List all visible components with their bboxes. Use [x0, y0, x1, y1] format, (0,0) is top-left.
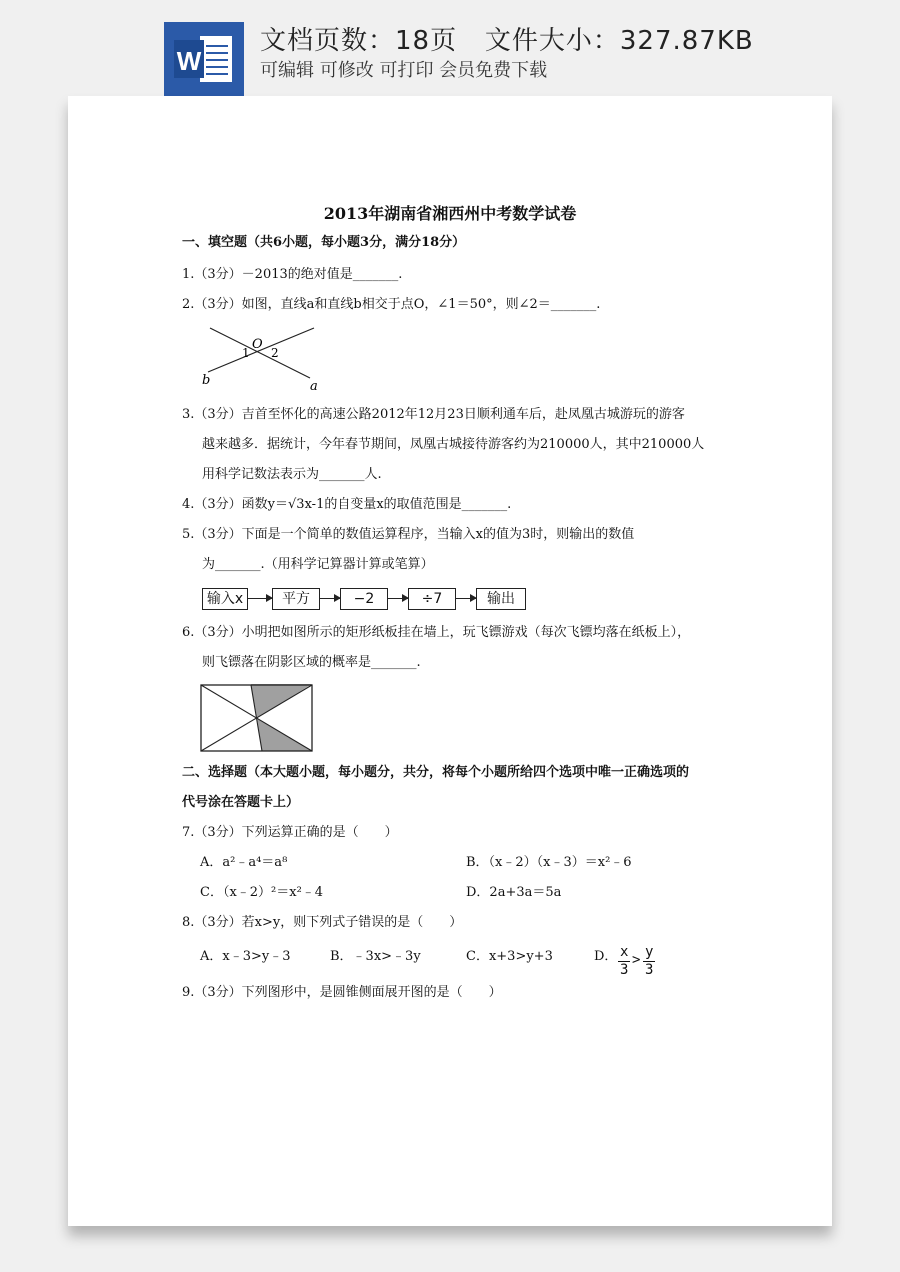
question-6-line-1: 6.（3分）小明把如图所示的矩形纸板挂在墙上，玩飞镖游戏（每次飞镖均落在纸板上），	[182, 625, 691, 640]
question-8-option-b: B．﹣3x>﹣3y	[330, 949, 421, 964]
question-7: 7.（3分）下列运算正确的是（ ）	[182, 825, 398, 840]
question-8-option-c: C．x+3>y+3	[466, 949, 553, 964]
question-7-option-c: C．（x﹣2）²＝x²﹣4	[200, 885, 324, 900]
flow-input-box: 输入x	[202, 588, 248, 610]
label-angle-1: 1	[242, 346, 250, 360]
question-6-line-2: 则飞镖落在阴影区域的概率是_______.	[202, 655, 421, 670]
label-o: O	[252, 337, 263, 352]
section-heading-choice-line-2: 代号涂在答题卡上）	[182, 795, 300, 810]
document-page	[68, 96, 832, 1226]
flow-output-box: 输出	[476, 588, 526, 610]
header-title: 文档页数：18页 文件大小：327.87KB	[260, 26, 754, 56]
word-document-icon	[164, 22, 244, 96]
label-line-b: b	[202, 373, 211, 388]
fraction-denominator-3: 3	[620, 962, 629, 978]
question-8-option-d-prefix: D．	[594, 949, 618, 964]
question-8-option-d-fraction	[618, 944, 658, 978]
fraction-denominator-3: 3	[645, 962, 654, 978]
label-line-a: a	[310, 379, 318, 392]
flow-arrow	[456, 598, 476, 599]
fraction-numerator-y: y	[645, 944, 654, 960]
flow-arrow	[248, 598, 272, 599]
question-7-option-b: B．（x﹣2）（x﹣3）＝x²﹣6	[466, 855, 632, 870]
question-2: 2.（3分）如图，直线a和直线b相交于点O，∠1＝50°，则∠2＝_______.	[182, 297, 601, 312]
exam-title: 2013年湖南省湘西州中考数学试卷	[323, 204, 577, 223]
question-7-option-d: D．2a+3a＝5a	[466, 885, 562, 900]
flow-minus-2-box: −2	[340, 588, 388, 610]
question-3-line-1: 3.（3分）吉首至怀化的高速公路2012年12月23日顺利通车后，赴凤凰古城游玩的游客	[182, 407, 685, 422]
intersecting-lines-figure	[198, 324, 322, 392]
question-8-option-a: A．x﹣3>y﹣3	[200, 949, 291, 964]
greater-than-sign: >	[632, 952, 641, 968]
question-3-line-3: 用科学记数法表示为_______人.	[202, 467, 382, 482]
question-5-line-1: 5.（3分）下面是一个简单的数值运算程序，当输入x的值为3时，则输出的数值	[182, 527, 635, 542]
word-icon-letter: W	[176, 46, 202, 76]
flow-arrow	[320, 598, 340, 599]
question-5-line-2: 为_______.（用科学记算器计算或笔算）	[202, 557, 434, 572]
flow-square-box: 平方	[272, 588, 320, 610]
document-header	[0, 0, 900, 100]
question-7-option-a: A．a²﹣a⁴＝a⁸	[200, 855, 288, 870]
question-4: 4.（3分）函数y＝√3x-1的自变量x的取值范围是_______.	[182, 497, 512, 512]
fraction-numerator-x: x	[620, 944, 629, 960]
question-9: 9.（3分）下列图形中，是圆锥侧面展开图的是（ ）	[182, 985, 502, 1000]
section-heading-choice-line-1: 二、选择题（本大题小题，每小题分，共分，将每个小题所给四个选项中唯一正确选项的	[182, 765, 690, 780]
question-1: 1.（3分）－2013的绝对值是_______.	[182, 267, 403, 282]
section-heading-fill-in: 一、填空题（共6小题，每小题3分，满分18分）	[182, 235, 466, 250]
question-3-line-2: 越来越多．据统计，今年春节期间，凤凰古城接待游客约为210000人，其中210000人	[202, 437, 705, 452]
label-angle-2: 2	[271, 346, 279, 360]
flow-divide-7-box: ÷7	[408, 588, 456, 610]
header-subtitle: 可编辑 可修改 可打印 会员免费下载	[260, 60, 548, 81]
flow-arrow	[388, 598, 408, 599]
dartboard-rectangle-figure	[200, 684, 314, 752]
question-8: 8.（3分）若x>y，则下列式子错误的是（ ）	[182, 915, 463, 930]
